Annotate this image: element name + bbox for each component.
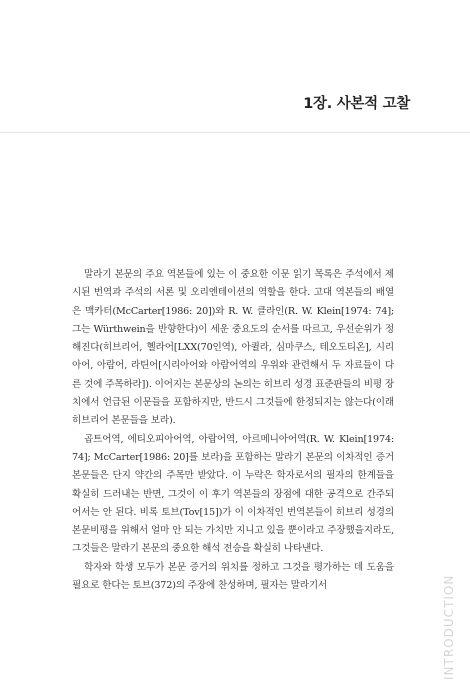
- header-divider: [0, 132, 470, 133]
- paragraph-3: 학자와 학생 모두가 본문 증거의 위치를 정하고 그것을 평가하는 데 도움을 필요로 한다는 토브(372)의 주장에 찬성하며, 필자는 말라기서: [72, 561, 394, 592]
- chapter-title: 1장. 사본적 고찰: [303, 96, 410, 112]
- body-text: [72, 266, 394, 595]
- paragraph-1: 말라기 본문의 주요 역본들에 있는 이 중요한 이문 읽기 목록은 주석에서 제시된 번역과 주석의 서론 및 오리엔테이션의 역할을 한다. 고대 역본들의 배열은 맥카터(McCarter[1986: 20])와 R. W. 클라인(R. W. Klein[1974: 74]; 그는 Würthwein을 반향한다)이 세운 중요도의 순서를 따르고, 우선순위가 정해진다(히브리어, 헬라어[LXX(70인역), 아퀼라, 심마쿠스, 테오도티온], 시리아어, 아람어, 라틴어[시리아어와 아람어역의 우위와 관련해서 두 자료들이 다른 것에 주목하라]). 이어지는 본문상의 논의는 히브리 성경 표준판들의 비평 장치에서 언급된 이문들을 포함하지만, 반드시 그것들에 한정되지는 않는다(이래 히브리어 본문들을 보라).: [72, 269, 394, 427]
- section-side-label: INTRODUCTION: [442, 574, 456, 680]
- paragraph-2: 곱트어역, 에티오피아어역, 아랍어역, 아르메니아어역(R. W. Klein[1974: 74]; McCarter[1986: 20]를 보라)을 포함하는 말라기 본문의 이차적인 증거 본문들은 단지 약간의 주목만 받았다. 이 누락은 학자로서의 필자의 한계들을 확실히 드러내는 반면, 그것이 이 후기 역본들의 장점에 대한 공격으로 간주되어서는 안 된다. 비록 토브(Tov[15])가 이 이차적인 번역본들이 히브리 성경의 본문비평을 위해서 얼마 안 되는 가치만 지니고 있을 뿐이라고 주장했을지라도, 그것들은 말라기 본문의 중요한 해석 전승을 확실히 나타낸다.: [72, 433, 394, 555]
